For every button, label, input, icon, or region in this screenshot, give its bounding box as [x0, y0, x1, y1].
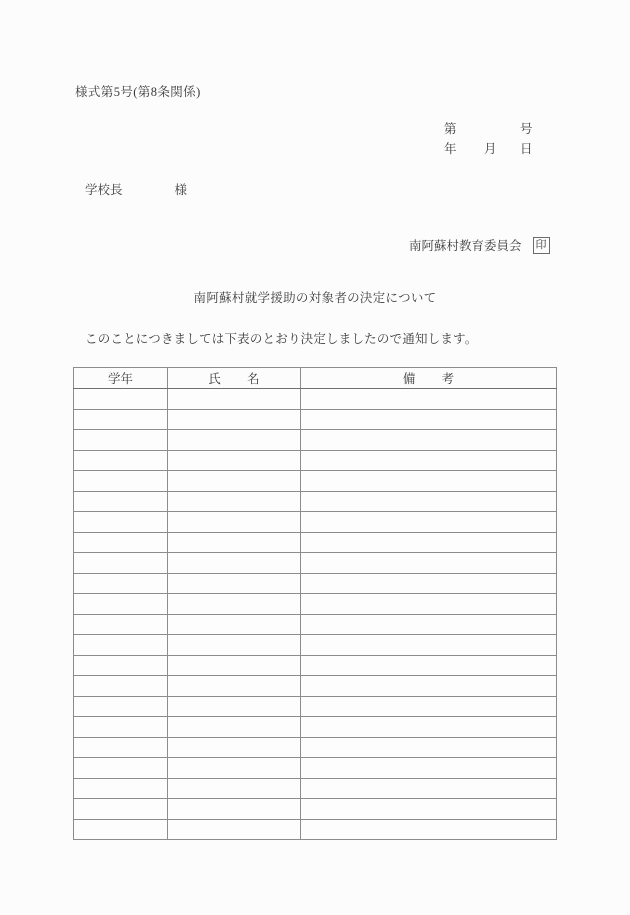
cell-grade[interactable] — [74, 655, 168, 676]
cell-remarks[interactable] — [301, 635, 557, 656]
document-body-text: このことにつきましては下表のとおり決定しましたので通知します。 — [85, 332, 478, 346]
date-day-label: 日 — [520, 142, 533, 156]
table-header-row — [74, 368, 557, 389]
table-body — [74, 389, 557, 840]
cell-grade[interactable] — [74, 430, 168, 451]
cell-remarks[interactable] — [301, 409, 557, 430]
cell-grade[interactable] — [74, 758, 168, 779]
table-row[interactable] — [74, 635, 557, 656]
cell-name[interactable] — [168, 491, 301, 512]
cell-name[interactable] — [168, 450, 301, 471]
cell-name[interactable] — [168, 696, 301, 717]
table-row[interactable] — [74, 491, 557, 512]
cell-grade[interactable] — [74, 491, 168, 512]
table-row[interactable] — [74, 737, 557, 758]
table-row[interactable] — [74, 512, 557, 533]
cell-name[interactable] — [168, 778, 301, 799]
document-number-suffix: 号 — [520, 122, 533, 136]
cell-name[interactable] — [168, 389, 301, 410]
cell-name[interactable] — [168, 737, 301, 758]
cell-grade[interactable] — [74, 450, 168, 471]
addressee-line — [85, 180, 187, 198]
table-row[interactable] — [74, 758, 557, 779]
cell-grade[interactable] — [74, 717, 168, 738]
table-row[interactable] — [74, 819, 557, 840]
cell-name[interactable] — [168, 594, 301, 615]
cell-grade[interactable] — [74, 573, 168, 594]
cell-remarks[interactable] — [301, 614, 557, 635]
cell-name[interactable] — [168, 532, 301, 553]
table-row[interactable] — [74, 389, 557, 410]
cell-grade[interactable] — [74, 635, 168, 656]
date-year-label: 年 — [444, 142, 457, 156]
table-row[interactable] — [74, 430, 557, 451]
cell-remarks[interactable] — [301, 676, 557, 697]
column-header-name-tail: 名 — [247, 372, 260, 386]
cell-remarks[interactable] — [301, 717, 557, 738]
cell-remarks[interactable] — [301, 696, 557, 717]
column-header-name-main: 氏 — [208, 372, 221, 386]
cell-name[interactable] — [168, 573, 301, 594]
table-row[interactable] — [74, 676, 557, 697]
cell-name[interactable] — [168, 553, 301, 574]
cell-name[interactable] — [168, 635, 301, 656]
cell-name[interactable] — [168, 409, 301, 430]
document-number-prefix: 第 — [444, 122, 457, 136]
cell-name[interactable] — [168, 655, 301, 676]
cell-grade[interactable] — [74, 799, 168, 820]
table-row[interactable] — [74, 409, 557, 430]
issuer-line — [409, 236, 550, 254]
cell-remarks[interactable] — [301, 471, 557, 492]
cell-grade[interactable] — [74, 737, 168, 758]
cell-remarks[interactable] — [301, 512, 557, 533]
cell-remarks[interactable] — [301, 553, 557, 574]
table-row[interactable] — [74, 614, 557, 635]
cell-name[interactable] — [168, 471, 301, 492]
cell-grade[interactable] — [74, 553, 168, 574]
issuer-name: 南阿蘇村教育委員会 — [409, 239, 522, 253]
column-header-grade — [74, 368, 168, 389]
date-month-label: 月 — [484, 142, 497, 156]
table-row[interactable] — [74, 717, 557, 738]
cell-name[interactable] — [168, 430, 301, 451]
recipients-table — [73, 367, 557, 840]
cell-remarks[interactable] — [301, 573, 557, 594]
cell-grade[interactable] — [74, 594, 168, 615]
column-header-grade-main: 学年 — [107, 372, 133, 386]
table-row[interactable] — [74, 553, 557, 574]
addressee-honorific: 様 — [174, 183, 188, 197]
cell-grade[interactable] — [74, 471, 168, 492]
cell-remarks[interactable] — [301, 450, 557, 471]
cell-remarks[interactable] — [301, 737, 557, 758]
cell-name[interactable] — [168, 676, 301, 697]
cell-name[interactable] — [168, 799, 301, 820]
table-row[interactable] — [74, 655, 557, 676]
cell-remarks[interactable] — [301, 430, 557, 451]
cell-grade[interactable] — [74, 696, 168, 717]
column-header-name — [168, 368, 301, 389]
cell-remarks[interactable] — [301, 655, 557, 676]
cell-remarks[interactable] — [301, 799, 557, 820]
cell-remarks[interactable] — [301, 389, 557, 410]
column-header-remarks — [301, 368, 557, 389]
cell-remarks[interactable] — [301, 594, 557, 615]
cell-grade[interactable] — [74, 676, 168, 697]
cell-grade[interactable] — [74, 614, 168, 635]
table-row[interactable] — [74, 799, 557, 820]
seal-stamp-icon: 印 — [533, 237, 550, 254]
cell-remarks[interactable] — [301, 758, 557, 779]
cell-name[interactable] — [168, 614, 301, 635]
form-number: 様式第5号(第8条関係) — [75, 85, 201, 99]
addressee-recipient: 学校長 — [85, 183, 123, 197]
table-row[interactable] — [74, 594, 557, 615]
table-row[interactable] — [74, 573, 557, 594]
column-header-remarks-main: 備 — [402, 372, 416, 386]
cell-remarks[interactable] — [301, 532, 557, 553]
cell-grade[interactable] — [74, 409, 168, 430]
cell-grade[interactable] — [74, 819, 168, 840]
cell-grade[interactable] — [74, 532, 168, 553]
cell-remarks[interactable] — [301, 819, 557, 840]
cell-remarks[interactable] — [301, 491, 557, 512]
document-title: 南阿蘇村就学援助の対象者の決定について — [193, 291, 437, 305]
table-row[interactable] — [74, 471, 557, 492]
cell-name[interactable] — [168, 717, 301, 738]
table-row[interactable] — [74, 696, 557, 717]
cell-grade[interactable] — [74, 389, 168, 410]
cell-grade[interactable] — [74, 778, 168, 799]
cell-grade[interactable] — [74, 512, 168, 533]
table-row[interactable] — [74, 532, 557, 553]
cell-name[interactable] — [168, 758, 301, 779]
table-row[interactable] — [74, 450, 557, 471]
column-header-remarks-tail: 考 — [441, 372, 455, 386]
cell-name[interactable] — [168, 819, 301, 840]
table-row[interactable] — [74, 778, 557, 799]
cell-name[interactable] — [168, 512, 301, 533]
cell-remarks[interactable] — [301, 778, 557, 799]
